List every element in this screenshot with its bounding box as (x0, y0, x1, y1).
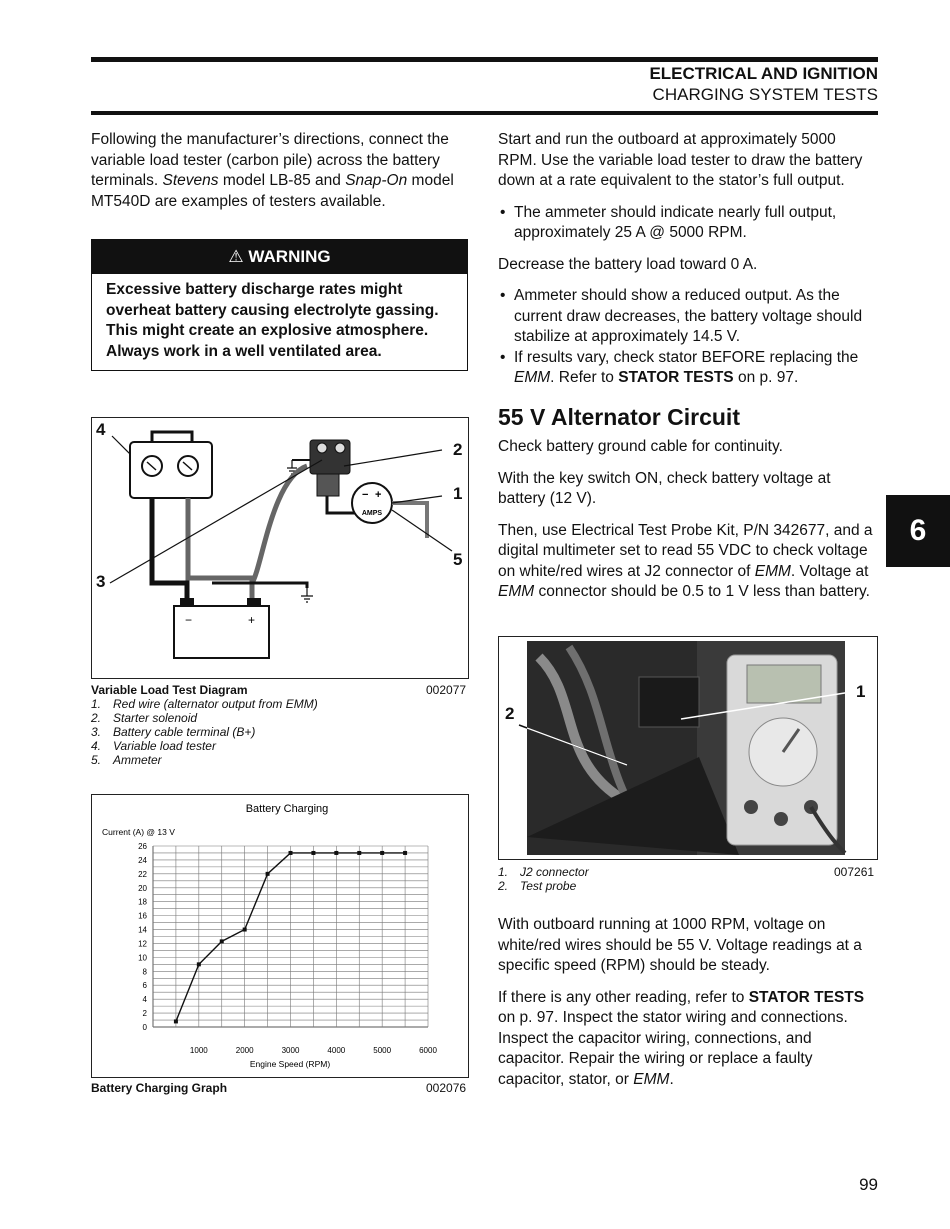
wiring-diagram-illustration (92, 418, 468, 678)
y-tick-label: 8 (142, 967, 147, 977)
page-number: 99 (859, 1175, 878, 1194)
chart-x-axis-label: Engine Speed (RPM) (249, 1059, 331, 1069)
svg-text:−: − (185, 613, 193, 627)
paragraph: With the key switch ON, check battery voltage at battery (12 V). (498, 469, 831, 507)
paragraph: Then, use Electrical Test Probe Kit, P/N 342677, and a digital multimeter set to read 55 VDC to check voltage on white/red wires at J2 connector of EMM. Voltage at EMM connector should be 0.5 to 1 V less than battery. (498, 521, 873, 600)
data-point (357, 851, 361, 855)
section-title: ELECTRICAL AND IGNITION (649, 64, 878, 83)
paragraph: If there is any other reading, refer to STATOR TESTS on p. 97. Inspect the stator wiring and connections. Inspect the capacitor wiring, connections, and capacitor. Repair the wiring or replace a faulty capacitor, stator, or EMM. (498, 988, 865, 1088)
callout-3: 3 (96, 572, 106, 591)
header-rule-bottom (91, 111, 878, 115)
x-tick-label: 5000 (373, 1046, 392, 1055)
svg-text:+: + (248, 613, 256, 627)
load-tester-handle (152, 432, 192, 442)
callout-4: 4 (96, 420, 106, 439)
y-tick-label: 26 (138, 842, 147, 851)
figure1-caption-title: Variable Load Test Diagram (91, 683, 248, 697)
warning-header (92, 240, 467, 274)
y-tick-label: 16 (138, 911, 147, 921)
j2-connector-photo (498, 636, 878, 860)
data-point (266, 872, 270, 876)
data-point (311, 851, 315, 855)
right-column-top (498, 130, 878, 400)
bullet-item: • If results vary, check stator BEFORE replacing the EMM. Refer to STATOR TESTS on p. 97. (498, 348, 878, 389)
photo-callout-2: 2 (505, 704, 515, 723)
warning-triangle-icon: ⚠ (228, 247, 244, 266)
x-tick-label: 3000 (281, 1046, 300, 1055)
legend-item: 3. Battery cable terminal (B+) (91, 725, 256, 739)
battery-charging-chart (91, 794, 469, 1078)
y-tick-label: 12 (138, 939, 147, 949)
right-column-middle (498, 437, 878, 614)
data-point (243, 928, 247, 932)
legend-item: 2. Starter solenoid (91, 711, 198, 725)
x-tick-label: 4000 (327, 1046, 346, 1055)
bullet-list (498, 286, 878, 389)
y-tick-label: 18 (138, 897, 147, 907)
callout-5: 5 (453, 550, 463, 569)
y-tick-label: 20 (138, 883, 147, 893)
legend-item: 4. Variable load tester (91, 739, 216, 753)
paragraph: With outboard running at 1000 RPM, voltage on white/red wires should be 55 V. Voltage readings at a specific speed (RPM) should be steady. (498, 916, 862, 974)
right-column-bottom (498, 915, 878, 1101)
svg-text:AMPS: AMPS (361, 510, 383, 517)
header-rule-top (91, 57, 878, 62)
svg-text:+: + (375, 489, 382, 501)
battery-charging-plot (92, 795, 468, 1077)
warning-text: Excessive battery discharge rates might overheat battery causing electrolyte gassing. This might create an explosive atmosphere. Always work in a well ventilated area. (106, 281, 439, 360)
legend-item: 5. Ammeter (91, 753, 162, 767)
callout-1: 1 (453, 484, 463, 503)
y-tick-label: 14 (138, 925, 147, 935)
ground-icon (301, 588, 313, 602)
warning-title: WARNING (248, 247, 331, 266)
figure2-caption-title: Battery Charging Graph (91, 1081, 228, 1095)
data-point (174, 1019, 178, 1023)
photo-illustration (499, 637, 877, 859)
y-tick-label: 4 (142, 995, 147, 1005)
bullet-item: • Ammeter should show a reduced output. As the current draw decreases, the battery voltage should stabilize at approximately 14.5 V. (498, 286, 878, 348)
bullet-item: • The ammeter should indicate nearly full output, approximately 25 A @ 5000 RPM. (498, 203, 878, 244)
figure1-caption-code: 002077 (426, 683, 467, 697)
photo-caption-code: 007261 (834, 865, 875, 879)
data-point (334, 851, 338, 855)
y-tick-label: 22 (138, 869, 147, 879)
y-tick-label: 6 (142, 981, 147, 991)
photo-callout-1: 1 (856, 682, 866, 701)
data-point (289, 851, 293, 855)
figure2-caption-code: 002076 (426, 1081, 467, 1095)
y-tick-label: 10 (138, 953, 147, 963)
callout-2: 2 (453, 440, 463, 459)
chart-title: Battery Charging (245, 803, 329, 815)
data-point (403, 851, 407, 855)
data-point (220, 939, 224, 943)
figure1-legend (91, 697, 467, 767)
legend-item: 1. Red wire (alternator output from EMM) (91, 697, 318, 711)
x-tick-label: 1000 (189, 1046, 208, 1055)
subsection-title: CHARGING SYSTEM TESTS (652, 85, 878, 104)
x-tick-label: 6000 (419, 1046, 437, 1055)
chart-y-axis-label: Current (A) @ 13 V (102, 827, 175, 837)
legend-item: 2. Test probe (498, 879, 577, 893)
variable-load-diagram (91, 417, 469, 679)
photo-legend (498, 865, 798, 893)
data-point (380, 851, 384, 855)
svg-text:−: − (362, 489, 369, 501)
bullet-list (498, 203, 878, 244)
ammeter-icon (352, 483, 392, 523)
intro-paragraph: Following the manufacturer’s directions, connect the variable load tester (carbon pile) across the battery terminals. Stevens model LB-85 and Snap-On model MT540D are examples of testers available. (91, 131, 454, 210)
paragraph: Check battery ground cable for continuity. (498, 438, 783, 455)
section-heading: 55 V Alternator Circuit (498, 404, 740, 430)
legend-item: 1. J2 connector (498, 865, 589, 879)
y-tick-label: 0 (142, 1023, 147, 1032)
warning-box (91, 239, 468, 371)
paragraph: Start and run the outboard at approximately 5000 RPM. Use the variable load tester to draw the battery down at a rate equivalent to the stator’s full output. (498, 131, 863, 189)
y-tick-label: 24 (138, 855, 147, 865)
chapter-tab: 6 (886, 495, 950, 567)
x-tick-label: 2000 (235, 1046, 254, 1055)
paragraph: Decrease the battery load toward 0 A. (498, 255, 758, 273)
data-point (197, 962, 201, 966)
y-tick-label: 2 (142, 1009, 147, 1019)
